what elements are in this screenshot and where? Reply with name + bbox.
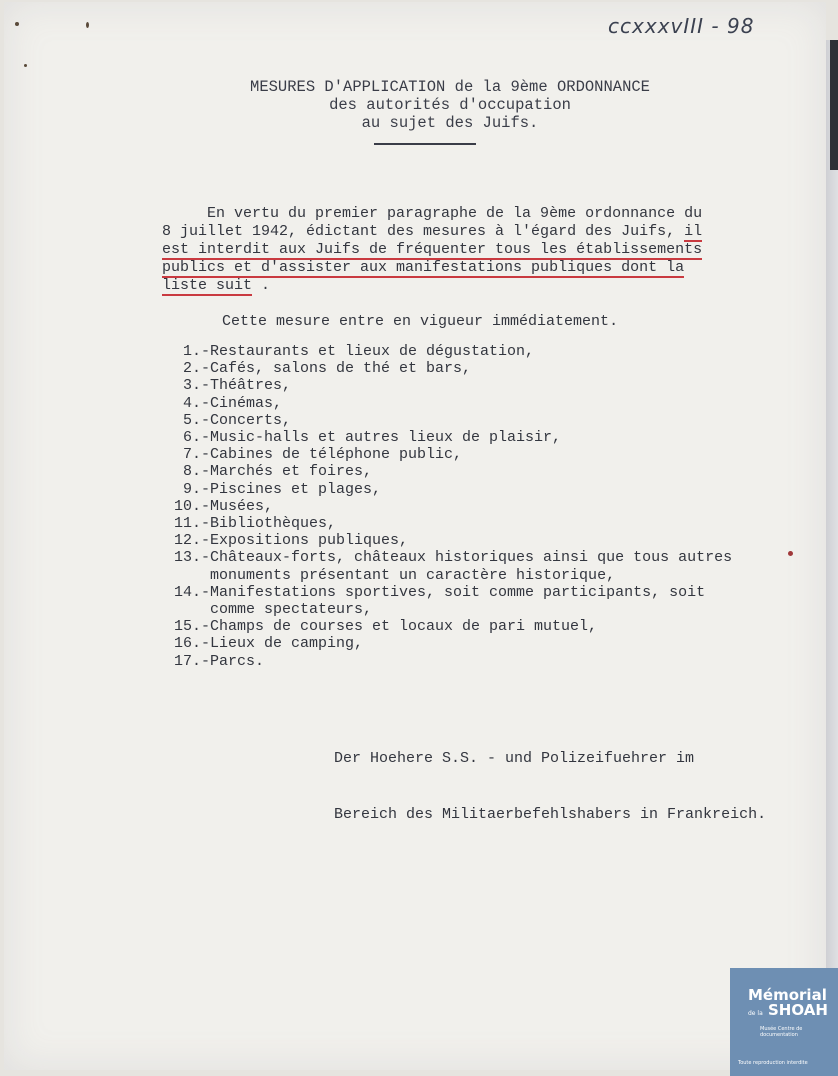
paragraph-line: En vertu du premier paragraphe de la 9ème ordonnance du (162, 205, 703, 222)
item-number: 2.- (182, 360, 210, 378)
list-item (160, 567, 732, 584)
item-text: Champs de courses et locaux de pari mutuel, (210, 618, 598, 636)
item-text: Musées, (210, 497, 274, 515)
item-text: Cabines de téléphone public, (210, 446, 463, 464)
list-item (160, 584, 732, 601)
list-item (160, 653, 732, 670)
logo-prefix: de la (748, 1010, 763, 1017)
item-text: Restaurants et lieux de dégustation, (210, 343, 535, 360)
list-item (160, 481, 732, 498)
list-item (160, 601, 732, 618)
item-number: 10.- (173, 497, 210, 515)
signature-line: Bereich des Militaerbefehlshabers in Frankreich. (334, 805, 767, 823)
title-line: au sujet des Juifs. (361, 114, 539, 132)
item-text: Marchés et foires, (210, 463, 373, 481)
list-item (160, 360, 732, 377)
prohibited-places-list (160, 343, 732, 670)
list-item (160, 377, 732, 394)
item-number: 11.- (173, 515, 210, 533)
item-number: 12.- (173, 532, 210, 550)
item-number: 8.- (182, 463, 210, 481)
list-item (160, 429, 732, 446)
item-number: 15.- (173, 618, 210, 636)
page-edge (826, 40, 838, 1070)
item-text: Bibliothèques, (210, 515, 337, 533)
item-number: 6.- (182, 429, 210, 447)
title-underline (374, 143, 476, 145)
signature-line: Der Hoehere S.S. - und Polizeifuehrer im (334, 750, 695, 767)
item-number (160, 567, 210, 584)
item-text: Concerts, (210, 411, 292, 429)
item-text: Théâtres, (210, 377, 292, 395)
highlighted-text: est interdit aux Juifs de fréquenter tous les établissements (162, 241, 703, 258)
highlighted-text: publics et d'assister aux manifestations publiques dont la (162, 259, 685, 276)
ink-spot (24, 64, 27, 67)
item-text: Piscines et plages, (210, 480, 382, 498)
list-item (160, 446, 732, 463)
title-line: des autorités d'occupation (329, 96, 571, 114)
paragraph-line: . (252, 277, 271, 294)
item-text: comme spectateurs, (210, 601, 373, 619)
item-text: Manifestations sportives, soit comme participants, soit (210, 583, 706, 601)
document-title (0, 78, 838, 132)
highlighted-text: il (684, 223, 703, 240)
item-text: Expositions publiques, (210, 532, 409, 550)
title-line: MESURES D'APPLICATION de la 9ème ORDONNANCE (250, 78, 650, 96)
item-text: Cafés, salons de thé et bars, (210, 360, 472, 378)
list-item (160, 463, 732, 480)
logo-subtitle: Musée Centre de documentation (760, 1026, 803, 1038)
ink-spot (788, 551, 793, 556)
list-item (160, 498, 732, 515)
logo-footer: Toute reproduction interdite (738, 1060, 808, 1066)
list-item (160, 515, 732, 532)
signature-block (334, 713, 766, 843)
ink-spot (86, 22, 89, 28)
item-number: 3.- (182, 377, 210, 395)
paragraph-line: 8 juillet 1942, édictant des mesures à l'égard des Juifs, (162, 223, 685, 240)
item-number (160, 601, 210, 618)
item-number: 16.- (173, 635, 210, 653)
item-text: Parcs. (210, 652, 265, 670)
list-item (160, 618, 732, 635)
item-number: 1.- (182, 343, 210, 360)
item-text: Music-halls et autres lieux de plaisir, (210, 429, 562, 447)
item-number: 4.- (182, 394, 210, 412)
effective-notice: Cette mesure entre en vigueur immédiatement. (222, 313, 619, 330)
logo-text (748, 988, 828, 1021)
memorial-watermark-logo (730, 968, 838, 1076)
item-text: Lieux de camping, (210, 635, 364, 653)
list-item (160, 412, 732, 429)
list-item (160, 343, 732, 360)
logo-line: SHOAH (768, 1001, 828, 1019)
item-text: monuments présentant un caractère historique, (210, 566, 616, 584)
logo-line: Mémorial (748, 986, 827, 1004)
item-number: 14.- (173, 583, 210, 601)
item-number: 13.- (173, 549, 210, 567)
item-number: 7.- (182, 446, 210, 464)
ink-spot (15, 22, 19, 26)
decree-paragraph (162, 205, 822, 295)
item-number: 5.- (182, 411, 210, 429)
item-text: Châteaux-forts, châteaux historiques ainsi que tous autres (210, 549, 733, 567)
item-number: 17.- (173, 652, 210, 670)
highlighted-text: liste suit (162, 277, 253, 294)
archive-reference: ccxxxvIII - 98 (608, 14, 755, 38)
list-item (160, 635, 732, 652)
item-number: 9.- (182, 480, 210, 498)
list-item (160, 395, 732, 412)
item-text: Cinémas, (210, 394, 283, 412)
list-item (160, 532, 732, 549)
list-item (160, 549, 732, 566)
